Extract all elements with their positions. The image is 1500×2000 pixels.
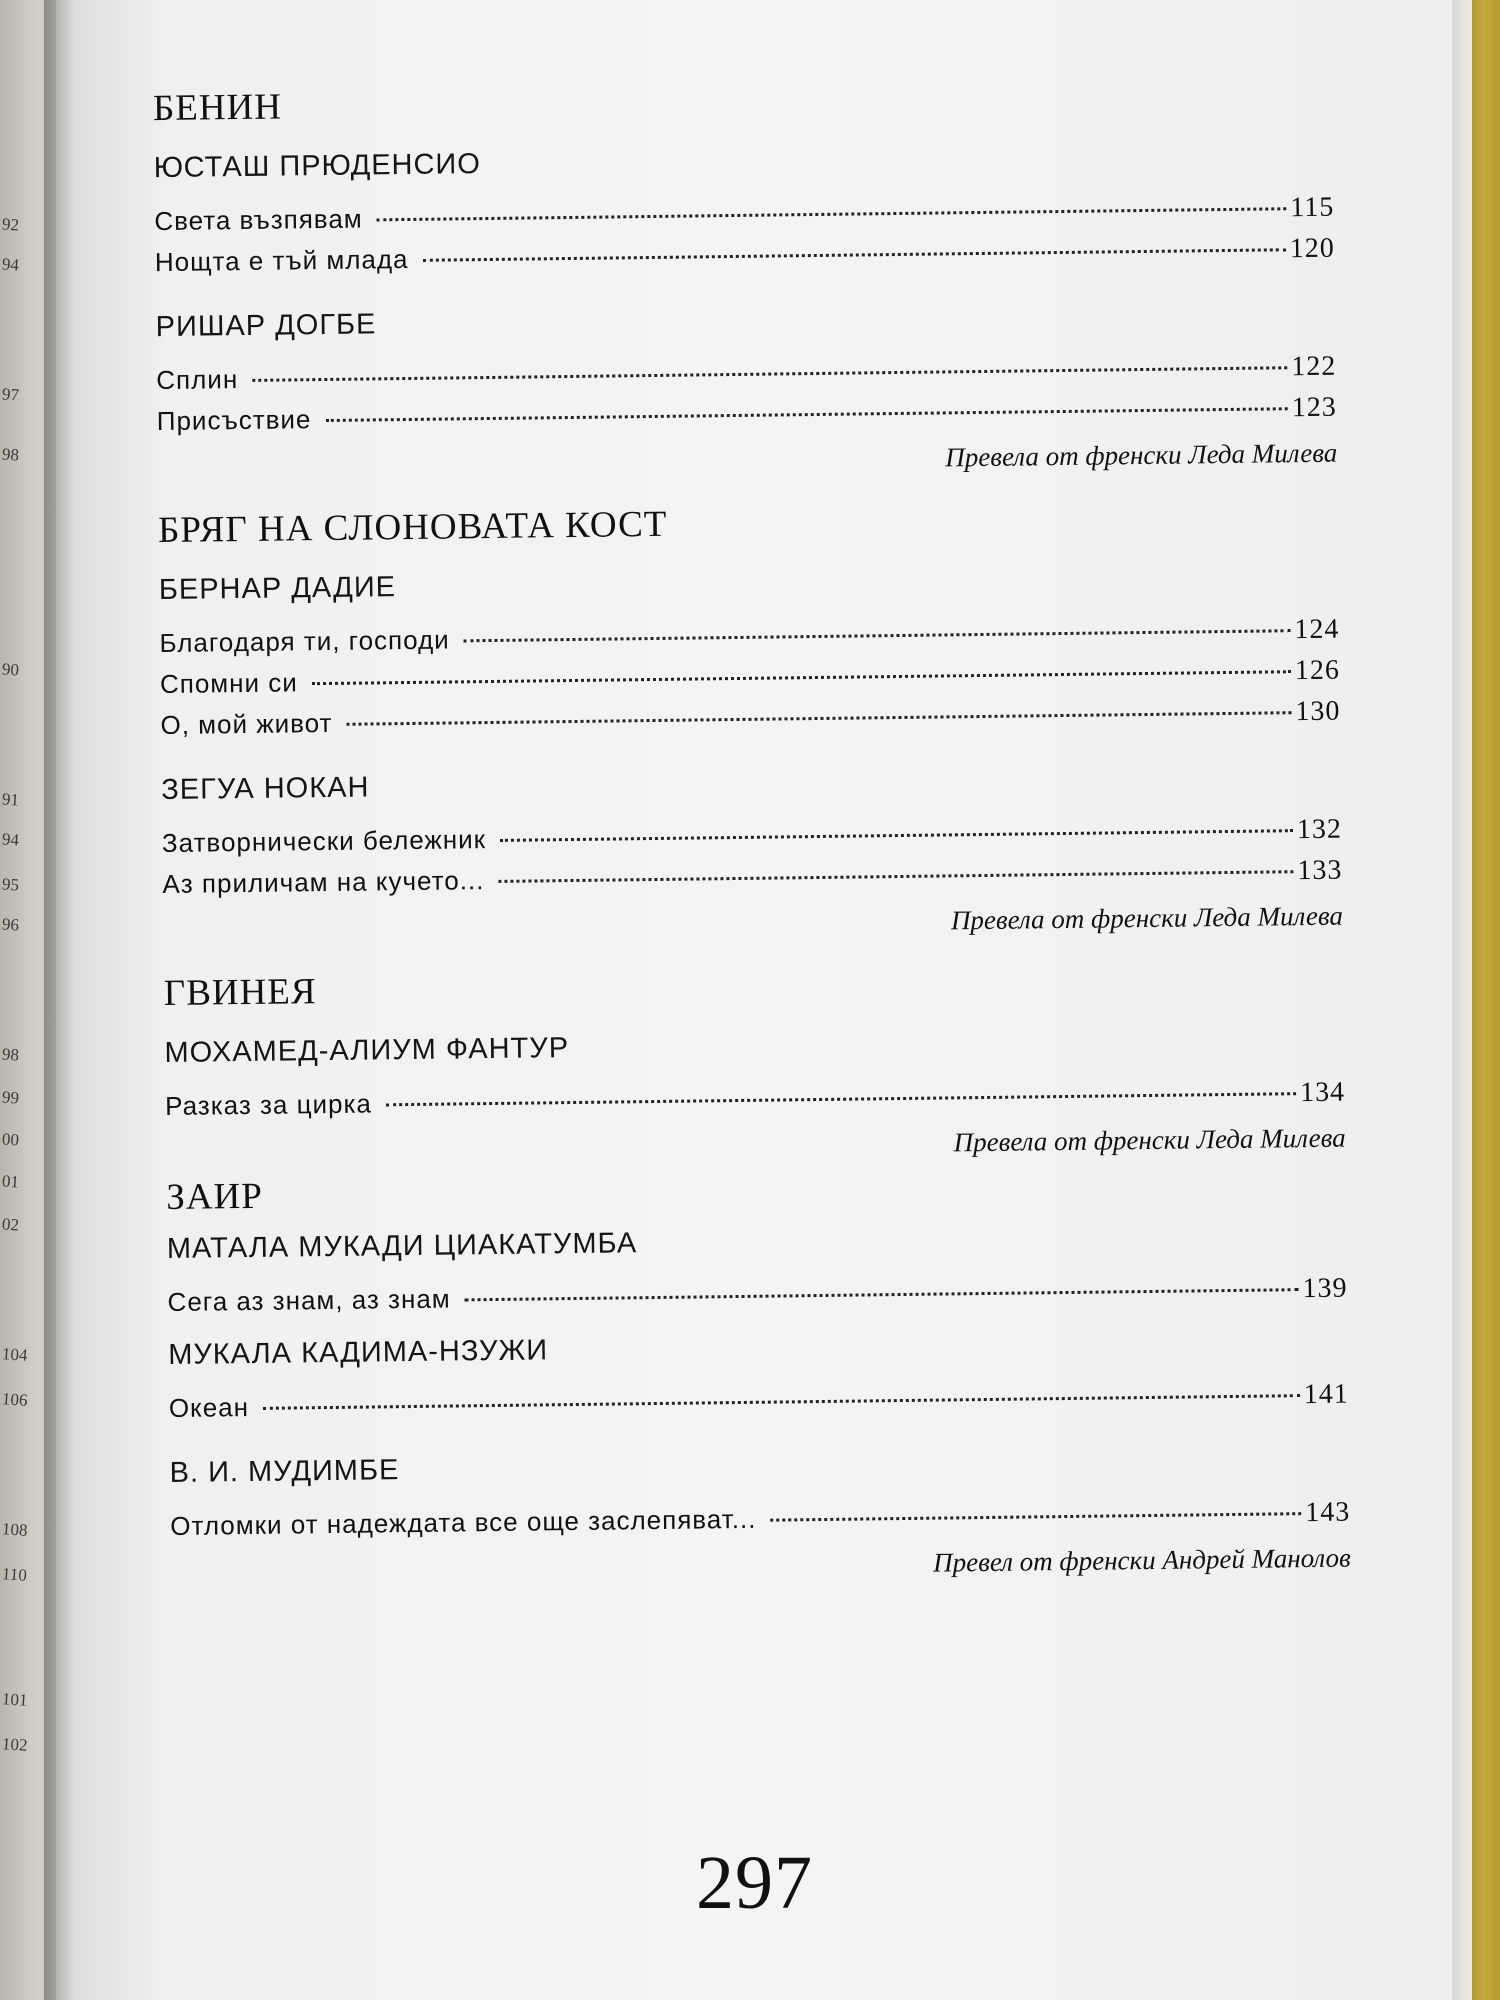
left-page-number: 94	[1, 254, 20, 275]
left-page-number: 104	[1, 1344, 29, 1365]
entry-page: 132	[1296, 813, 1343, 846]
entry-title: Затворнически бележник	[161, 824, 487, 859]
translator-credit: Превела от френски Леда Милева	[945, 437, 1338, 473]
author-name: МАТАЛА МУКАДИ ЦИАКАТУМБА	[166, 1227, 638, 1265]
leader-dots	[252, 366, 1287, 382]
left-page-number: 98	[1, 1044, 20, 1065]
entry-page: 115	[1290, 191, 1335, 224]
entry-page: 143	[1305, 1496, 1351, 1529]
entry-title: Разказ за цирка	[164, 1088, 373, 1122]
entry-title: Нощта е тъй млада	[154, 243, 409, 278]
translator-credit: Превел от френски Андрей Манолов	[932, 1542, 1351, 1578]
left-page-number: 91	[1, 789, 20, 810]
left-page-number: 101	[1, 1689, 29, 1710]
left-page-number: 96	[1, 914, 20, 935]
entry-page: 124	[1294, 613, 1340, 646]
entry-page: 134	[1299, 1076, 1346, 1109]
entry-title: Аз приличам на кучето...	[162, 865, 485, 900]
toc-entry[interactable]	[165, 1072, 1345, 1127]
table-of-contents	[103, 72, 1372, 1614]
entry-title: Света възпявам	[154, 203, 363, 237]
page-stack-edge	[1450, 0, 1472, 2000]
country-heading: БЕНИН	[152, 86, 283, 130]
entry-title: Сплин	[156, 364, 239, 396]
left-page-number: 94	[1, 829, 20, 850]
entry-page: 123	[1291, 391, 1337, 424]
entry-page: 141	[1303, 1378, 1349, 1411]
leader-dots	[325, 407, 1287, 422]
left-page-number: 102	[1, 1734, 29, 1755]
leader-dots	[464, 629, 1291, 642]
country-heading: БРЯГ НА СЛОНОВАТА КОСТ	[157, 503, 668, 552]
leader-dots	[346, 711, 1291, 726]
leader-dots	[770, 1512, 1301, 1521]
left-page-number: 106	[1, 1389, 29, 1410]
toc-entry[interactable]	[170, 1492, 1350, 1547]
translator-credit: Превела от френски Леда Милева	[950, 900, 1344, 936]
entry-page: 126	[1294, 654, 1341, 687]
left-page-number: 01	[1, 1171, 20, 1192]
leader-dots	[386, 1092, 1296, 1106]
left-page-number: 98	[1, 444, 20, 465]
author-name: ЗЕГУА НОКАН	[161, 771, 370, 807]
left-page-number: 97	[1, 384, 20, 405]
section-zaire	[166, 1162, 1351, 1588]
entry-title: Океан	[168, 1392, 250, 1423]
page-number: 297	[696, 1841, 813, 1925]
author-name: БЕРНАР ДАДИЕ	[158, 571, 397, 607]
entry-title: О, мой живот	[160, 707, 333, 741]
left-page-number: 02	[1, 1214, 20, 1235]
country-heading: ГВИНЕЯ	[163, 971, 317, 1015]
section-guinea	[164, 958, 1346, 1168]
leader-dots	[312, 670, 1291, 685]
entry-page: 133	[1297, 854, 1343, 887]
entry-page: 139	[1302, 1272, 1348, 1305]
country-heading: ЗАИР	[166, 1175, 264, 1218]
entry-page: 122	[1291, 350, 1337, 383]
entry-page: 120	[1289, 232, 1335, 265]
book-page	[56, 0, 1452, 2000]
section-benin	[153, 73, 1338, 483]
section-ivory-coast	[158, 495, 1343, 946]
author-name: МУКАЛА КАДИМА-НЗУЖИ	[168, 1334, 549, 1371]
left-page-number: 99	[1, 1087, 20, 1108]
leader-dots	[465, 1288, 1299, 1301]
leader-dots	[498, 870, 1293, 883]
entry-title: Отломки от надеждата все още заслепяват...	[170, 1503, 757, 1541]
entry-title: Присъствие	[156, 404, 312, 437]
left-page-number: 108	[1, 1519, 29, 1540]
binding-shadow	[44, 0, 74, 2000]
left-page-number: 90	[1, 659, 20, 680]
entry-title: Спомни си	[159, 667, 299, 700]
translator-credit: Превела от френски Леда Милева	[953, 1122, 1346, 1158]
left-page-number: 00	[1, 1129, 20, 1150]
leader-dots	[377, 207, 1287, 221]
author-name: В. И. МУДИМБЕ	[169, 1454, 400, 1489]
author-name: МОХАМЕД-АЛИУМ ФАНТУР	[164, 1032, 570, 1070]
author-name: РИШАР ДОГБЕ	[155, 308, 377, 344]
entry-page: 130	[1295, 695, 1341, 728]
left-page-number: 92	[1, 214, 20, 235]
author-name: ЮСТАШ ПРЮДЕНСИО	[153, 148, 482, 185]
leader-dots	[422, 248, 1285, 262]
leader-dots	[263, 1394, 1300, 1410]
leader-dots	[500, 829, 1293, 842]
left-page-number: 110	[1, 1564, 28, 1585]
entry-title: Благодаря ти, господи	[159, 624, 450, 659]
left-page-number: 95	[1, 874, 20, 895]
entry-title: Сега аз знам, аз знам	[167, 1283, 451, 1317]
